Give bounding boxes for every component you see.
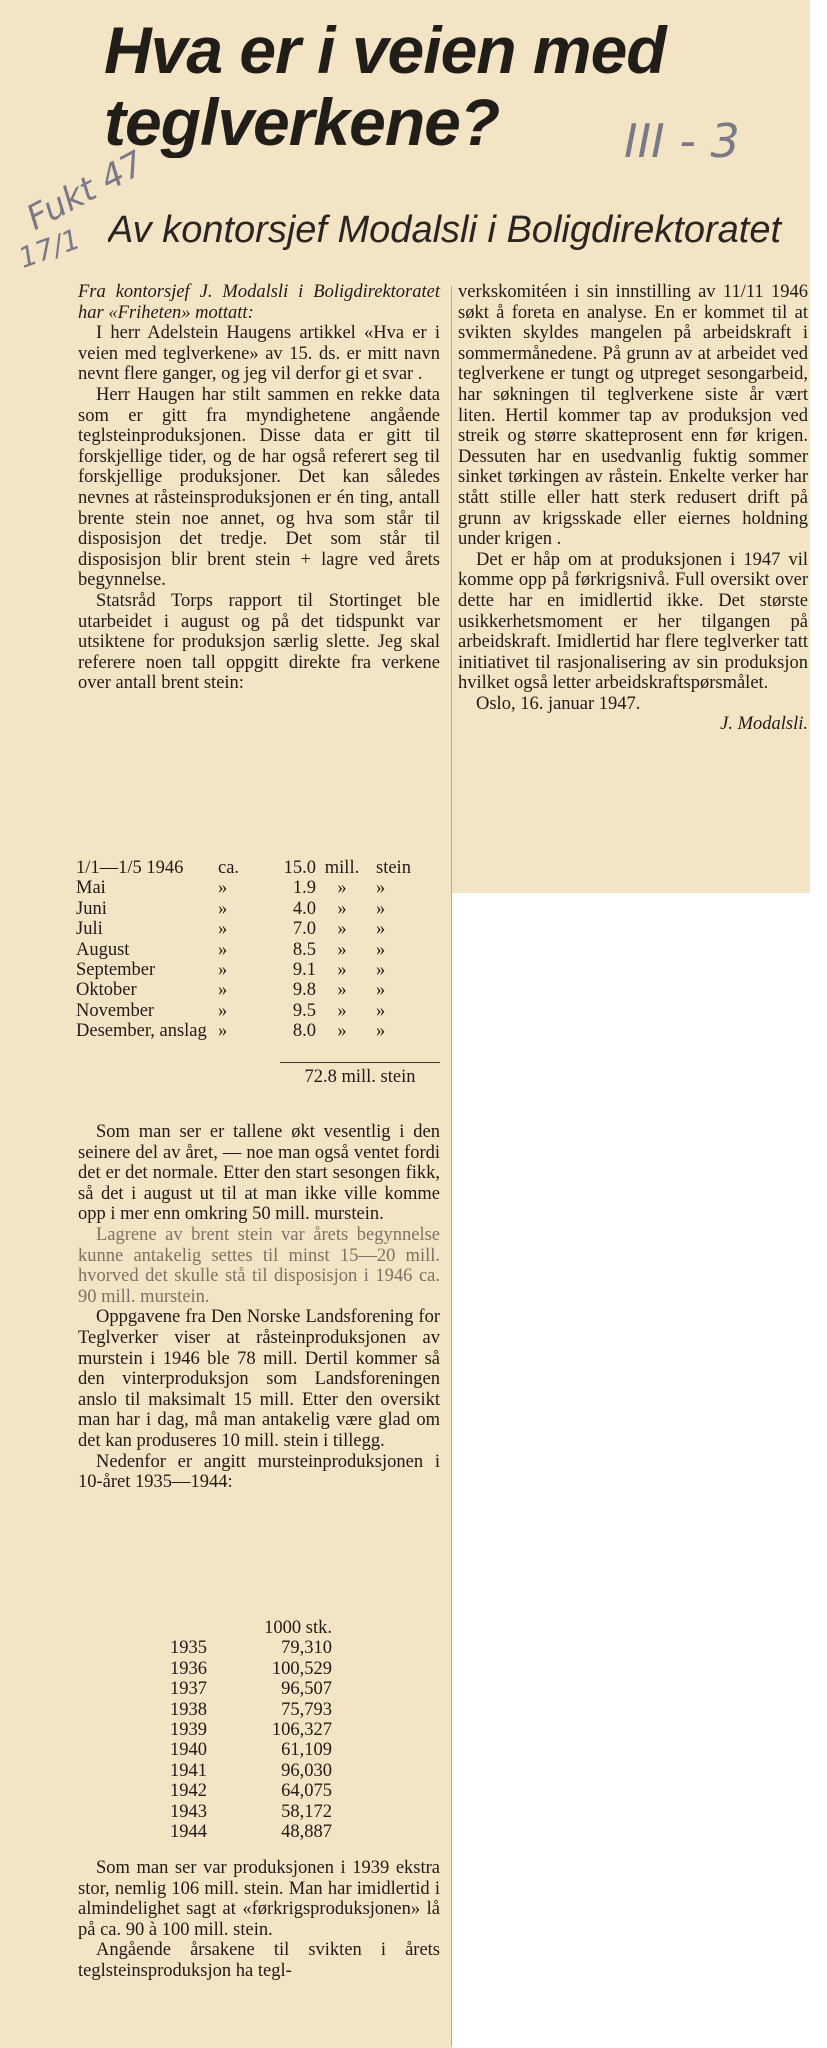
table-row: 1935 79,310	[170, 1638, 332, 1659]
table-row: September » 9.1 » »	[76, 960, 386, 981]
table-row: 1942 64,075	[170, 1781, 332, 1802]
table-row: August » 8.5 » »	[76, 939, 386, 960]
paragraph: verkskomitéen i sin innstilling av 11/11 1946 søkt å foreta en analyse. En er kommet til at svikten skyldes mangelen på arbeidskraft i sommermånedene. På grunn av at arbeidet ved teglverkene er tungt og utpreget sesongarbeid, har søkningen til teglverkene siste år vært liten. Hertil kommer tap av produksjon ved streik og større skatteprosent enn før krigen. Dessuten har en usedvanlig fuktig sommer sinket tørkingen av råstein. Enkelte verker har stått stille eller hatt sterk redusert drift på grunn av krigsskade eller eiernes holdning under krigen .	[458, 282, 808, 550]
handwritten-note-top: III - 3	[624, 114, 740, 168]
paragraph: Nedenfor er angitt mursteinproduksjonen i 10-året 1935—1944:	[78, 1451, 440, 1493]
table-row: Juni » 4.0 » »	[76, 898, 386, 919]
paragraph: Statsråd Torps rapport til Stortinget ble utarbeidet i august og på det tidspunkt var utsiktene for produksjon særlig slette. Jeg skal referere noen tall oppgitt direkte fra verkene over antall brent stein:	[78, 590, 440, 694]
table-row: Oktober » 9.8 » »	[76, 980, 386, 1001]
paragraph: Herr Haugen har stilt sammen en rekke data som er gitt fra myndighetene angående teglsteinproduksjonen. Disse data er gitt til forskjellige tider, og de har også referert seg til forskjellige produksjoner. Det kan således nevnes at råsteinsproduksjonen er én ting, antall brente stein noe annet, og hva som står til disposisjon det tredje. Det som står til disposisjon blir brent stein + lagre ved årets begynnelse.	[78, 384, 440, 591]
table-row: 1938 75,793	[170, 1699, 332, 1720]
table-row: 1944 48,887	[170, 1822, 332, 1843]
table-row: 1943 58,172	[170, 1801, 332, 1822]
byline: Av kontorsjef Modalsli i Boligdirektoratet	[108, 209, 782, 251]
handwritten-note-side2: 17/1	[14, 222, 85, 275]
paragraph: Oppgavene fra Den Norske Landsforening for Teglverker viser at råsteinproduksjonen av murstein i 1946 ble 78 mill. Dertil kommer så den vinterproduksjon som Landsforeningen anslo til maksimalt 15 mill. Etter den oversikt man har i dag, må man antakelig være glad om det kan produseres 10 mill. stein i tillegg.	[78, 1307, 440, 1451]
table-row: Juli » 7.0 » »	[76, 919, 386, 940]
table-row: 1936 100,529	[170, 1658, 332, 1679]
handwritten-note-side: Fukt 47	[20, 143, 151, 239]
paragraph: Det er håp om at produksjonen i 1947 vil komme opp på førkrigsnivå. Full oversikt over dette har en imidlertid ikke. Det største usikkerhetsmoment er her tilgangen på arbeidskraft. Imidlertid har flere teglverker tatt initiativet til rasjonalisering av sin produksjon hvilket også letter arbeidskraftspørsmålet.	[458, 549, 808, 694]
paragraph: Angående årsakene til svikten i årets teglsteinsproduksjon ha tegl-	[78, 1940, 440, 1981]
signature: J. Modalsli.	[720, 714, 808, 735]
table-row: 1939 106,327	[170, 1720, 332, 1741]
intro-paragraph: Fra kontorsjef J. Modalsli i Boligdirektoratet har «Friheten» mottatt:	[78, 282, 440, 323]
paragraph: Lagrene av brent stein var årets begynnelse kunne antakelig settes til minst 15—20 mill. hvorved det skulle stå til disposisjon i 1946 ca. 90 mill. murstein.	[78, 1224, 440, 1307]
table-row: 1941 96,030	[170, 1760, 332, 1781]
paragraph: I herr Adelstein Haugens artikkel «Hva er i veien med teglverkene» av 15. ds. er mitt navn nevnt flere ganger, og jeg vil derfor gi et svar .	[78, 323, 440, 385]
table-row: 1940 61,109	[170, 1740, 332, 1761]
yearly-production-table	[170, 1618, 332, 1842]
paragraph: Som man ser var produksjonen i 1939 ekstra stor, nemlig 106 mill. stein. Man har imidlertid i almindelighet sagt at «førkrigsproduksjonen» lå på ca. 90 à 100 mill. stein.	[78, 1858, 440, 1940]
headline-line1: Hva er i veien med	[104, 14, 666, 87]
table-row: November » 9.5 » »	[76, 1000, 386, 1021]
table-row: Mai » 1.9 » »	[76, 878, 386, 899]
table-row: 1/1—1/5 1946 ca. 15.0 mill. stein	[76, 858, 411, 878]
paragraph: Som man ser er tallene økt vesentlig i den seinere del av året, — noe man også ventet fordi det er det normale. Etter den start sesongen fikk, så det i august ut til at man ikke ville komme opp i mer enn omkring 50 mill. murstein.	[78, 1122, 440, 1225]
table-row: 1937 96,507	[170, 1679, 332, 1700]
table-total: 72.8 mill. stein	[280, 1062, 440, 1088]
table-header: 1000 stk.	[264, 1618, 332, 1638]
left-column	[78, 282, 440, 694]
column-divider	[451, 286, 452, 2046]
headline-line2: teglverkene?	[104, 85, 500, 158]
left-column-continued	[78, 1122, 440, 1493]
dateline: Oslo, 16. januar 1947.	[476, 693, 641, 714]
monthly-production-table	[76, 858, 426, 1042]
table-row: Desember, anslag » 8.0 » »	[76, 1021, 386, 1042]
left-column-end	[78, 1858, 440, 1982]
right-column	[458, 282, 808, 735]
